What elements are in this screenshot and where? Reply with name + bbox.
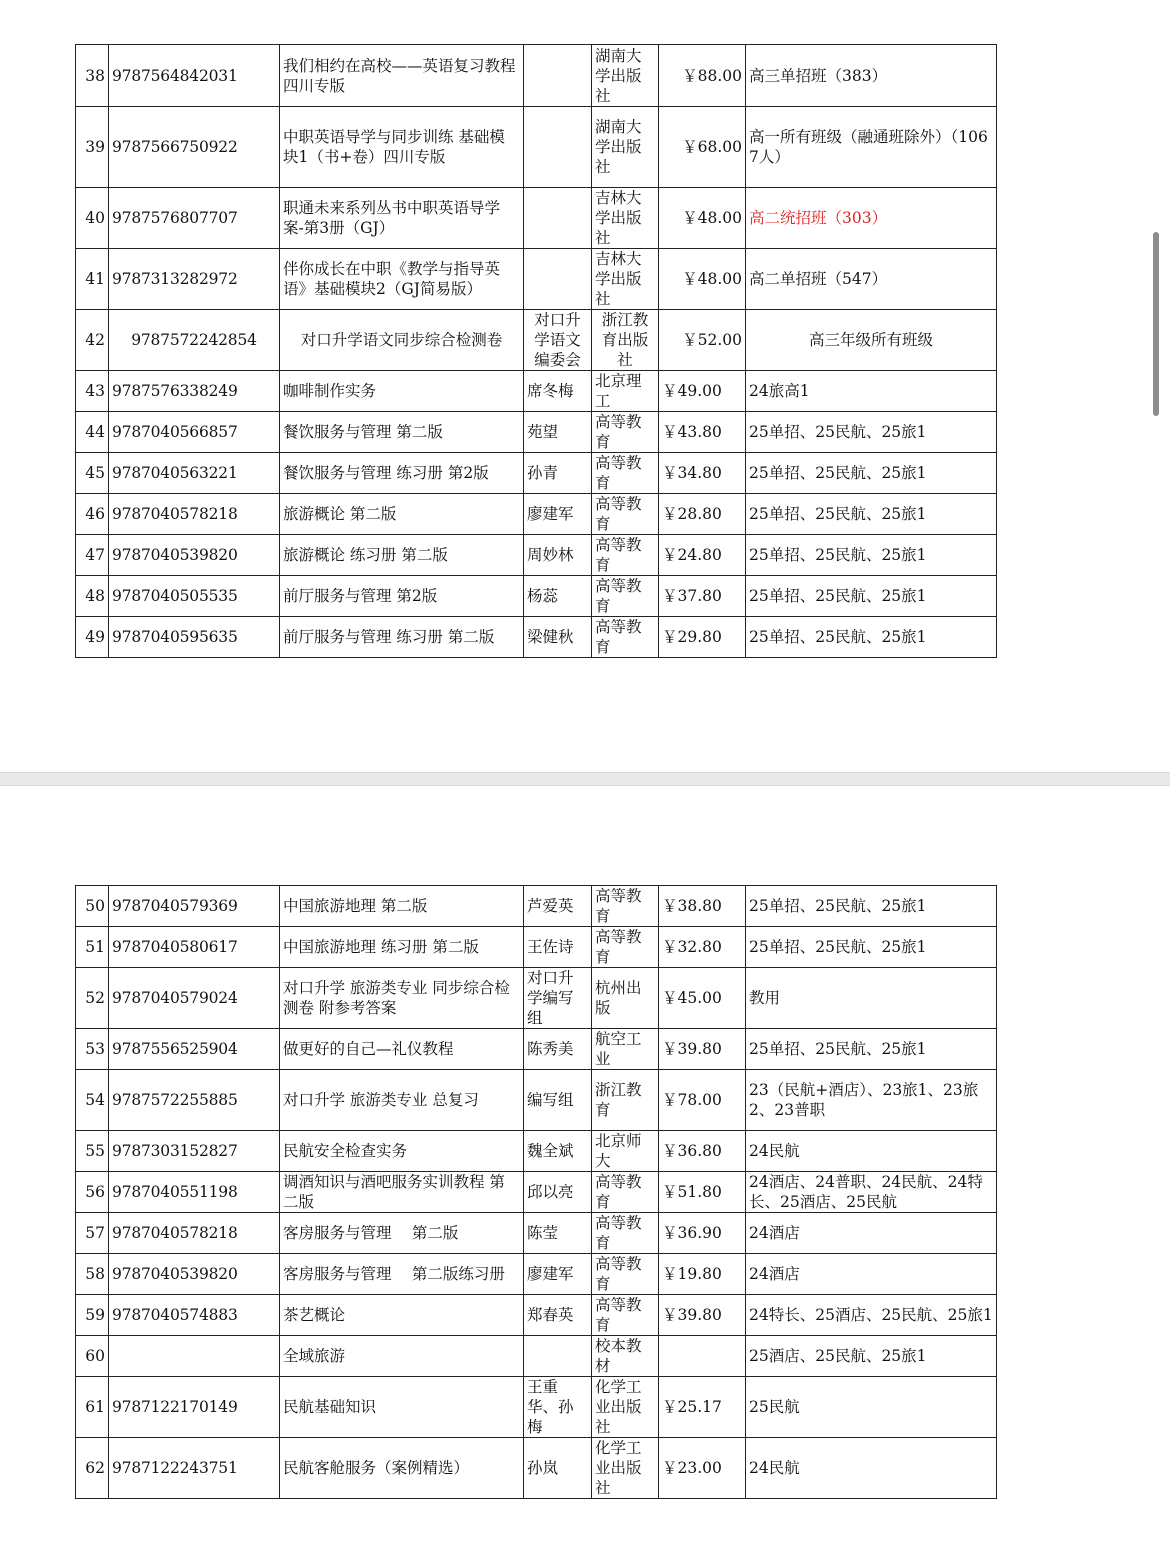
- book-title-cell: 对口升学 旅游类专业 总复习: [280, 1070, 524, 1131]
- book-title-cell: 我们相约在高校——英语复习教程四川专版: [280, 45, 524, 107]
- isbn-cell: 9787572242854: [109, 310, 280, 371]
- price-cell: ￥52.00: [659, 310, 746, 371]
- classes-cell: 高三年级所有班级: [746, 310, 997, 371]
- price-cell: ￥78.00: [659, 1070, 746, 1131]
- table-row: [76, 188, 997, 249]
- book-title-cell: 旅游概论 第二版: [280, 494, 524, 535]
- book-title-cell: 民航客舱服务（案例精选）: [280, 1438, 524, 1499]
- book-title-cell: 做更好的自己—礼仪教程: [280, 1029, 524, 1070]
- price-cell: ￥43.80: [659, 412, 746, 453]
- isbn-cell: 9787040578218: [109, 494, 280, 535]
- publisher-cell: 航空工业: [592, 1029, 659, 1070]
- author-cell: [524, 45, 592, 107]
- book-title-cell: 对口升学语文同步综合检测卷: [280, 310, 524, 371]
- isbn-cell: 9787040595635: [109, 617, 280, 658]
- author-cell: 对口升学语文编委会: [524, 310, 592, 371]
- publisher-cell: 吉林大学出版社: [592, 188, 659, 249]
- book-title-cell: 对口升学 旅游类专业 同步综合检测卷 附参考答案: [280, 968, 524, 1029]
- publisher-cell: 高等教育: [592, 412, 659, 453]
- table-row: [76, 494, 997, 535]
- isbn-cell: 9787566750922: [109, 107, 280, 188]
- publisher-cell: 化学工业出版社: [592, 1438, 659, 1499]
- classes-cell: 24特长、25酒店、25民航、25旅1: [746, 1295, 997, 1336]
- author-cell: 对口升学编写组: [524, 968, 592, 1029]
- table-row: [76, 1377, 997, 1438]
- price-cell: ￥38.80: [659, 886, 746, 927]
- table-row: [76, 371, 997, 412]
- author-cell: 孙青: [524, 453, 592, 494]
- price-cell: [659, 1336, 746, 1377]
- classes-cell: 24旅高1: [746, 371, 997, 412]
- row-number: 52: [76, 968, 109, 1029]
- classes-cell: 25单招、25民航、25旅1: [746, 927, 997, 968]
- classes-cell: 25酒店、25民航、25旅1: [746, 1336, 997, 1377]
- isbn-cell: [109, 1336, 280, 1377]
- isbn-cell: 9787122243751: [109, 1438, 280, 1499]
- publisher-cell: 浙江教育: [592, 1070, 659, 1131]
- author-cell: 陈秀美: [524, 1029, 592, 1070]
- book-title-cell: 民航安全检查实务: [280, 1131, 524, 1172]
- table-row: [76, 886, 997, 927]
- row-number: 58: [76, 1254, 109, 1295]
- author-cell: 孙岚: [524, 1438, 592, 1499]
- classes-cell: 25民航: [746, 1377, 997, 1438]
- classes-cell: 24酒店: [746, 1213, 997, 1254]
- price-cell: ￥39.80: [659, 1295, 746, 1336]
- price-cell: ￥68.00: [659, 107, 746, 188]
- book-title-cell: 客房服务与管理 第二版练习册: [280, 1254, 524, 1295]
- isbn-cell: 9787040574883: [109, 1295, 280, 1336]
- classes-cell: 24民航: [746, 1131, 997, 1172]
- row-number: 55: [76, 1131, 109, 1172]
- publisher-cell: 高等教育: [592, 886, 659, 927]
- row-number: 56: [76, 1172, 109, 1213]
- author-cell: 廖建军: [524, 494, 592, 535]
- isbn-cell: 9787303152827: [109, 1131, 280, 1172]
- author-cell: 苑望: [524, 412, 592, 453]
- classes-cell: 25单招、25民航、25旅1: [746, 494, 997, 535]
- book-title-cell: 客房服务与管理 第二版: [280, 1213, 524, 1254]
- price-cell: ￥37.80: [659, 576, 746, 617]
- classes-cell: 25单招、25民航、25旅1: [746, 535, 997, 576]
- book-title-cell: 中职英语导学与同步训练 基础模块1（书+卷）四川专版: [280, 107, 524, 188]
- publisher-cell: 吉林大学出版社: [592, 249, 659, 310]
- table-row: [76, 927, 997, 968]
- publisher-cell: 湖南大学出版社: [592, 107, 659, 188]
- row-number: 41: [76, 249, 109, 310]
- author-cell: [524, 188, 592, 249]
- price-cell: ￥34.80: [659, 453, 746, 494]
- isbn-cell: 9787040539820: [109, 535, 280, 576]
- book-title-cell: 咖啡制作实务: [280, 371, 524, 412]
- author-cell: 郑春英: [524, 1295, 592, 1336]
- classes-cell: 25单招、25民航、25旅1: [746, 412, 997, 453]
- price-cell: ￥23.00: [659, 1438, 746, 1499]
- price-cell: ￥32.80: [659, 927, 746, 968]
- author-cell: 魏全斌: [524, 1131, 592, 1172]
- price-cell: ￥36.80: [659, 1131, 746, 1172]
- isbn-cell: 9787556525904: [109, 1029, 280, 1070]
- book-title-cell: 职通未来系列丛书中职英语导学案-第3册（GJ）: [280, 188, 524, 249]
- author-cell: [524, 107, 592, 188]
- document-page-2: [0, 786, 1170, 1556]
- row-number: 47: [76, 535, 109, 576]
- row-number: 62: [76, 1438, 109, 1499]
- price-cell: ￥19.80: [659, 1254, 746, 1295]
- author-cell: 王重华、孙梅: [524, 1377, 592, 1438]
- classes-cell: 24酒店: [746, 1254, 997, 1295]
- classes-cell: 25单招、25民航、25旅1: [746, 617, 997, 658]
- isbn-cell: 9787040579024: [109, 968, 280, 1029]
- table-row: [76, 1172, 997, 1213]
- price-cell: ￥51.80: [659, 1172, 746, 1213]
- classes-cell: 25单招、25民航、25旅1: [746, 886, 997, 927]
- publisher-cell: 北京理工: [592, 371, 659, 412]
- isbn-cell: 9787040566857: [109, 412, 280, 453]
- publisher-cell: 高等教育: [592, 617, 659, 658]
- row-number: 40: [76, 188, 109, 249]
- author-cell: 邱以亮: [524, 1172, 592, 1213]
- row-number: 48: [76, 576, 109, 617]
- table-row: [76, 453, 997, 494]
- table-row: [76, 1254, 997, 1295]
- classes-cell: 23（民航+酒店）、23旅1、23旅2、23普职: [746, 1070, 997, 1131]
- publisher-cell: 高等教育: [592, 494, 659, 535]
- book-title-cell: 前厅服务与管理 练习册 第二版: [280, 617, 524, 658]
- textbook-table-1: [75, 44, 997, 658]
- table-row: [76, 1131, 997, 1172]
- classes-cell-highlighted: 高二统招班（303）: [746, 188, 997, 249]
- publisher-cell: 化学工业出版社: [592, 1377, 659, 1438]
- publisher-cell: 浙江教育出版社: [592, 310, 659, 371]
- publisher-cell: 杭州出版: [592, 968, 659, 1029]
- publisher-cell: 高等教育: [592, 1172, 659, 1213]
- publisher-cell: 高等教育: [592, 1295, 659, 1336]
- publisher-cell: 高等教育: [592, 535, 659, 576]
- table-row: [76, 107, 997, 188]
- table-row: [76, 535, 997, 576]
- publisher-cell: 湖南大学出版社: [592, 45, 659, 107]
- book-title-cell: 旅游概论 练习册 第二版: [280, 535, 524, 576]
- table-row: [76, 1070, 997, 1131]
- isbn-cell: 9787572255885: [109, 1070, 280, 1131]
- publisher-cell: 高等教育: [592, 1254, 659, 1295]
- row-number: 39: [76, 107, 109, 188]
- isbn-cell: 9787040563221: [109, 453, 280, 494]
- price-cell: ￥29.80: [659, 617, 746, 658]
- row-number: 61: [76, 1377, 109, 1438]
- row-number: 44: [76, 412, 109, 453]
- price-cell: ￥49.00: [659, 371, 746, 412]
- book-title-cell: 调酒知识与酒吧服务实训教程 第二版: [280, 1172, 524, 1213]
- table-row: [76, 1029, 997, 1070]
- isbn-cell: 9787040580617: [109, 927, 280, 968]
- row-number: 50: [76, 886, 109, 927]
- isbn-cell: 9787122170149: [109, 1377, 280, 1438]
- document-page-1: [0, 0, 1170, 772]
- classes-cell: 教用: [746, 968, 997, 1029]
- price-cell: ￥36.90: [659, 1213, 746, 1254]
- table-row: [76, 576, 997, 617]
- row-number: 59: [76, 1295, 109, 1336]
- table-row: [76, 968, 997, 1029]
- book-title-cell: 中国旅游地理 第二版: [280, 886, 524, 927]
- classes-cell: 24民航: [746, 1438, 997, 1499]
- row-number: 53: [76, 1029, 109, 1070]
- table-row: [76, 412, 997, 453]
- author-cell: 席冬梅: [524, 371, 592, 412]
- textbook-table-2: [75, 885, 997, 1499]
- price-cell: ￥48.00: [659, 249, 746, 310]
- classes-cell: 高三单招班（383）: [746, 45, 997, 107]
- author-cell: [524, 249, 592, 310]
- book-title-cell: 民航基础知识: [280, 1377, 524, 1438]
- price-cell: ￥45.00: [659, 968, 746, 1029]
- publisher-cell: 高等教育: [592, 1213, 659, 1254]
- author-cell: 芦爱英: [524, 886, 592, 927]
- row-number: 46: [76, 494, 109, 535]
- price-cell: ￥48.00: [659, 188, 746, 249]
- row-number: 60: [76, 1336, 109, 1377]
- table-row: [76, 249, 997, 310]
- table-row: [76, 45, 997, 107]
- author-cell: 杨蕊: [524, 576, 592, 617]
- book-title-cell: 前厅服务与管理 第2版: [280, 576, 524, 617]
- classes-cell: 25单招、25民航、25旅1: [746, 1029, 997, 1070]
- author-cell: 廖建军: [524, 1254, 592, 1295]
- row-number: 54: [76, 1070, 109, 1131]
- isbn-cell: 9787040539820: [109, 1254, 280, 1295]
- table-row: [76, 1213, 997, 1254]
- isbn-cell: 9787564842031: [109, 45, 280, 107]
- publisher-cell: 高等教育: [592, 576, 659, 617]
- vertical-scrollbar[interactable]: [1153, 232, 1159, 416]
- isbn-cell: 9787576807707: [109, 188, 280, 249]
- author-cell: 梁健秋: [524, 617, 592, 658]
- page-separator: [0, 772, 1170, 786]
- table-row: [76, 617, 997, 658]
- isbn-cell: 9787040505535: [109, 576, 280, 617]
- row-number: 51: [76, 927, 109, 968]
- author-cell: 王佐诗: [524, 927, 592, 968]
- isbn-cell: 9787040578218: [109, 1213, 280, 1254]
- row-number: 42: [76, 310, 109, 371]
- isbn-cell: 9787576338249: [109, 371, 280, 412]
- classes-cell: 高一所有班级（融通班除外）（1067人）: [746, 107, 997, 188]
- book-title-cell: 中国旅游地理 练习册 第二版: [280, 927, 524, 968]
- publisher-cell: 高等教育: [592, 927, 659, 968]
- table-row: [76, 310, 997, 371]
- author-cell: [524, 1336, 592, 1377]
- publisher-cell: 高等教育: [592, 453, 659, 494]
- row-number: 43: [76, 371, 109, 412]
- price-cell: ￥24.80: [659, 535, 746, 576]
- row-number: 49: [76, 617, 109, 658]
- author-cell: 陈莹: [524, 1213, 592, 1254]
- book-title-cell: 餐饮服务与管理 第二版: [280, 412, 524, 453]
- book-title-cell: 茶艺概论: [280, 1295, 524, 1336]
- price-cell: ￥39.80: [659, 1029, 746, 1070]
- publisher-cell: 校本教材: [592, 1336, 659, 1377]
- classes-cell: 24酒店、24普职、24民航、24特长、25酒店、25民航: [746, 1172, 997, 1213]
- price-cell: ￥88.00: [659, 45, 746, 107]
- row-number: 57: [76, 1213, 109, 1254]
- book-title-cell: 伴你成长在中职《教学与指导英语》基础模块2（GJ简易版）: [280, 249, 524, 310]
- publisher-cell: 北京师大: [592, 1131, 659, 1172]
- author-cell: 编写组: [524, 1070, 592, 1131]
- classes-cell: 高二单招班（547）: [746, 249, 997, 310]
- isbn-cell: 9787040551198: [109, 1172, 280, 1213]
- isbn-cell: 9787040579369: [109, 886, 280, 927]
- price-cell: ￥25.17: [659, 1377, 746, 1438]
- classes-cell: 25单招、25民航、25旅1: [746, 453, 997, 494]
- book-title-cell: 餐饮服务与管理 练习册 第2版: [280, 453, 524, 494]
- row-number: 38: [76, 45, 109, 107]
- table-row: [76, 1295, 997, 1336]
- classes-cell: 25单招、25民航、25旅1: [746, 576, 997, 617]
- table-row: [76, 1438, 997, 1499]
- author-cell: 周妙林: [524, 535, 592, 576]
- price-cell: ￥28.80: [659, 494, 746, 535]
- row-number: 45: [76, 453, 109, 494]
- table-row: [76, 1336, 997, 1377]
- book-title-cell: 全域旅游: [280, 1336, 524, 1377]
- isbn-cell: 9787313282972: [109, 249, 280, 310]
